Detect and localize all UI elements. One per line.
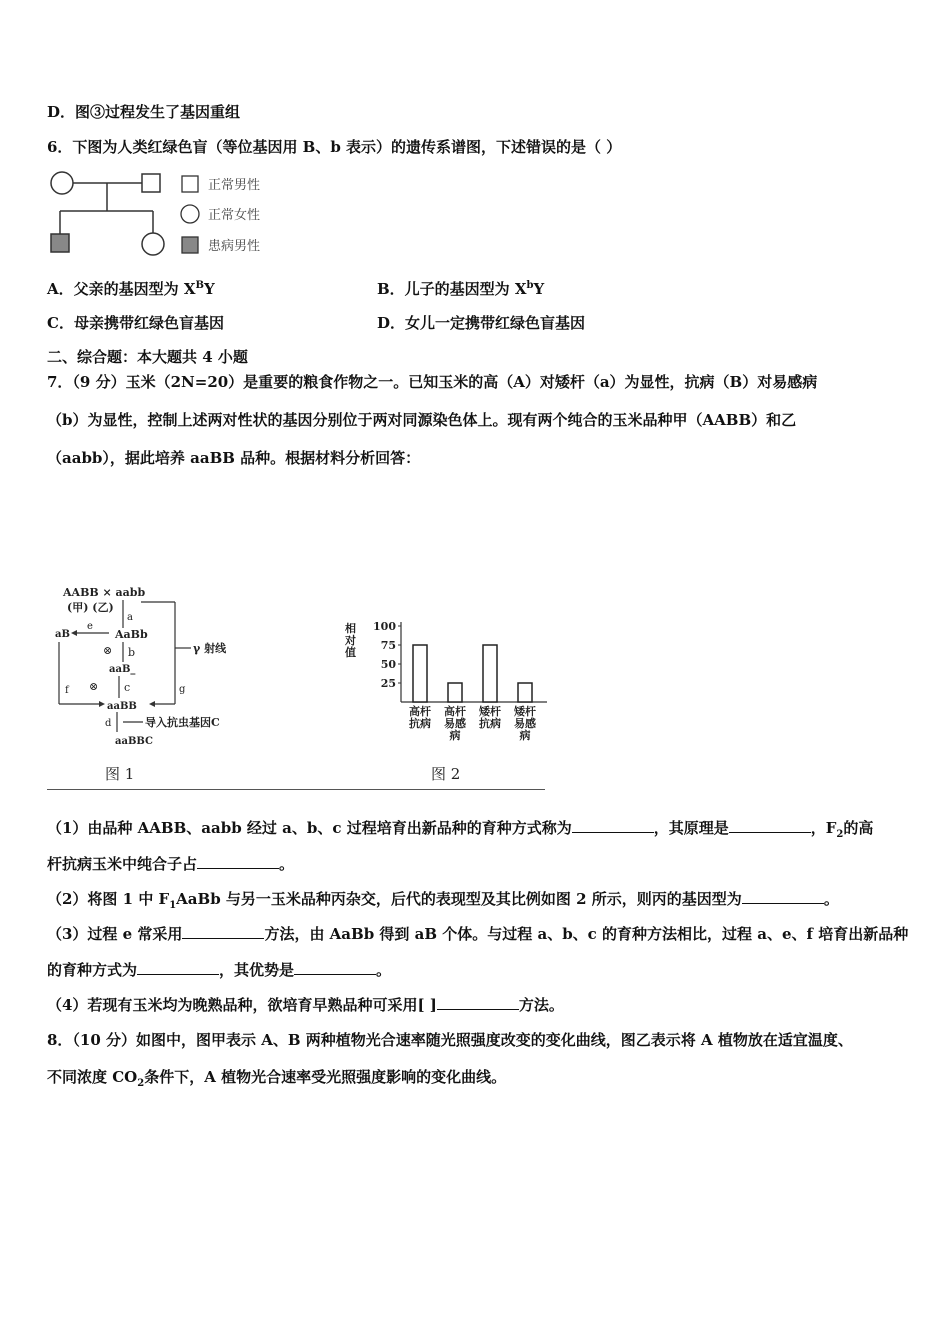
q6-option-d: D．女儿一定携带红绿色盲基因 (377, 314, 586, 332)
fig2-y-tick-label: 100 (373, 620, 396, 633)
q7-stem-line2: （b）为显性，控制上述两对性状的基因分别位于两对同源染色体上。现有两个纯合的玉米品种甲（AABB）和乙 (47, 411, 797, 429)
answer-blank[interactable] (437, 995, 519, 1010)
fig2-bar (448, 683, 462, 702)
fig2-category-label: 易感 (444, 717, 466, 730)
legend-affected-male-icon (182, 237, 198, 253)
figure-2-bar-chart (344, 620, 547, 783)
figure-1-breeding-diagram (55, 586, 227, 783)
fig1-gamma-ray: γ 射线 (193, 642, 227, 655)
father-symbol (142, 174, 160, 192)
son-affected-symbol (51, 234, 69, 252)
section-2-heading: 二、综合题：本大题共 4 小题 (47, 348, 248, 366)
fig2-category-label: 病 (449, 729, 461, 742)
q7-sub2: （2）将图 1 中 $F_1AaBb$ 与另一玉米品种丙杂交，后代的表现型及其比例如图 2 所示，则丙的基因型为 。 (47, 890, 839, 911)
answer-blank[interactable] (729, 818, 811, 833)
fig1-f-label: f (65, 685, 69, 696)
figure-1-caption: 图 1 (105, 765, 135, 783)
fig2-y-tick-label: 25 (380, 677, 396, 690)
pedigree-chart (45, 165, 285, 265)
answer-blank[interactable] (197, 854, 279, 869)
fig1-cross-1: ⊗ (103, 644, 113, 657)
fig2-category-label: 高杆 (444, 705, 466, 718)
q7-figures (45, 580, 555, 790)
fig1-cross-2: ⊗ (89, 680, 99, 693)
q7-stem-line1: 7．（9 分）玉米（2N=20）是重要的粮食作物之一。已知玉米的高（A）对矮杆（a）为显性，抗病（B）对易感病 (47, 373, 818, 391)
q8-stem-line2: 不同浓度 $CO_2$条件下，A 植物光合速率受光照强度影响的变化曲线。 (47, 1068, 507, 1089)
q7-sub3-line2: 的育种方式为 ，其优势是 。 (47, 961, 392, 979)
legend-normal-male: 正常男性 (208, 178, 261, 193)
mother-symbol (51, 172, 73, 194)
fig1-aaBBC: aaBBC (115, 736, 154, 747)
fig2-bar (518, 683, 532, 702)
fig2-bar (413, 645, 427, 702)
pedigree-lines (60, 183, 153, 234)
legend-affected-male: 患病男性 (208, 239, 261, 254)
fig1-step-a: a (127, 612, 133, 623)
fig2-category-label: 矮杆 (479, 705, 501, 718)
q7-sub1-line1: （1）由品种 AABB、aabb 经过 a、b、c 过程培育出新品种的育种方式称为 ，其原理是 ，$F_2$的高 (47, 819, 874, 840)
fig2-category-label: 抗病 (479, 717, 501, 730)
fig1-aB: aB (55, 629, 70, 640)
answer-blank[interactable] (742, 889, 824, 904)
fig2-y-label-3: 值 (345, 646, 356, 659)
fig1-g-label: g (179, 684, 186, 695)
fig1-aaB: aaB_ (109, 664, 136, 675)
q7-sub4: （4）若现有玉米均为晚熟品种，欲培育早熟品种可采用[ ] 方法。 (47, 996, 564, 1014)
fig1-step-d: d (105, 718, 112, 729)
q6-option-a: A．父亲的基因型为 $X^BY$ (47, 280, 215, 298)
fig2-category-label: 高杆 (409, 705, 431, 718)
q7-sub3-line1: （3）过程 e 常采用 方法，由 AaBb 得到 aB 个体。与过程 a、b、c 的育种方法相比，过程 a、e、f 培育出新品种 (47, 925, 909, 943)
q6-stem: 6．下图为人类红绿色盲（等位基因用 B、b 表示）的遗传系谱图，下述错误的是（ ） (47, 138, 622, 156)
daughter-symbol (142, 233, 164, 255)
fig1-insert-gene: 导入抗虫基因C (145, 716, 220, 729)
answer-blank[interactable] (294, 960, 376, 975)
fig2-category-label: 抗病 (409, 717, 431, 730)
fig2-category-label: 病 (519, 729, 531, 742)
figure-2-caption: 图 2 (431, 765, 461, 783)
answer-blank[interactable] (572, 818, 654, 833)
answer-blank[interactable] (182, 924, 264, 939)
fig1-step-c: c (124, 681, 131, 694)
q6-option-c: C．母亲携带红绿色盲基因 (47, 314, 224, 332)
legend-normal-female-icon (181, 205, 199, 223)
q6-option-b: B．儿子的基因型为 $X^bY$ (377, 280, 545, 298)
fig1-parents: AABB × aabb (63, 586, 146, 599)
fig2-bar (483, 645, 497, 702)
fig1-f1: AaBb (115, 628, 148, 641)
fig1-step-e: e (87, 621, 93, 632)
fig1-aaBB: aaBB (107, 701, 137, 712)
fig1-parent-names: (甲) (乙) (67, 601, 114, 614)
fig2-y-label-1: 相 (345, 622, 356, 635)
q8-stem-line1: 8．（10 分）如图中，图甲表示 A、B 两种植物光合速率随光照强度改变的变化曲线，图乙表示将 A 植物放在适宜温度、 (47, 1031, 853, 1049)
q7-stem-line3: （aabb），据此培养 aaBB 品种。根据材料分析回答： (47, 449, 421, 467)
fig2-y-tick-label: 50 (380, 658, 396, 671)
q5-option-d: D．图③过程发生了基因重组 (47, 103, 241, 121)
figure-divider (47, 789, 545, 790)
legend-normal-female: 正常女性 (208, 208, 261, 223)
fig2-category-label: 矮杆 (514, 705, 536, 718)
fig2-plot-area (373, 620, 547, 742)
fig2-category-label: 易感 (514, 717, 536, 730)
q7-sub1-line2: 杆抗病玉米中纯合子占 。 (47, 855, 295, 873)
answer-blank[interactable] (137, 960, 219, 975)
fig2-y-tick-label: 75 (380, 639, 396, 652)
fig1-step-b: b (128, 646, 136, 659)
fig2-y-label-2: 对 (345, 634, 356, 647)
legend-normal-male-icon (182, 176, 198, 192)
